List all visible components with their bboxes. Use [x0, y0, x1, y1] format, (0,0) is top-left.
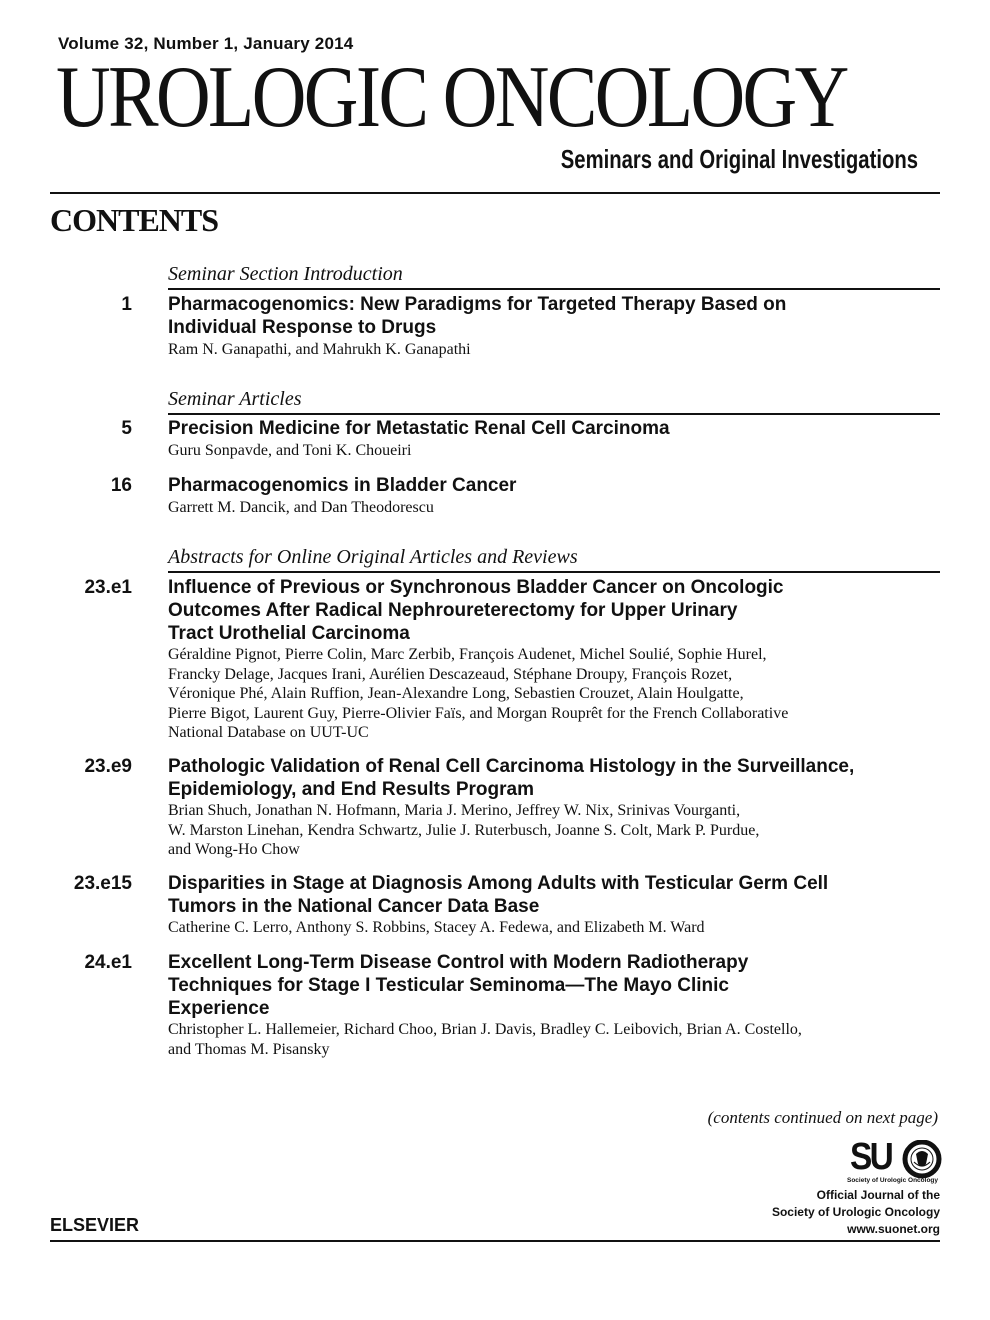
- volume-line: Volume 32, Number 1, January 2014: [58, 34, 354, 53]
- section-header: [168, 388, 940, 415]
- entry-authors: Ram N. Ganapathi, and Mahrukh K. Ganapathi: [168, 341, 471, 358]
- entry-title[interactable]: Excellent Long-Term Disease Control with Modern Radiotherapy Techniques for Stage I Testicular Seminoma—The Mayo Clinic Experience: [168, 952, 749, 1019]
- entry-page-number: 23.e1: [84, 577, 132, 598]
- entry-page-number: 24.e1: [84, 952, 132, 973]
- contents-continued-note: (contents continued on next page): [707, 1108, 938, 1127]
- publisher-logo: ELSEVIER: [50, 1215, 140, 1235]
- entry-title[interactable]: Pharmacogenomics: New Paradigms for Targeted Therapy Based on Individual Response to Drugs: [168, 294, 787, 338]
- entry-authors: Christopher L. Hallemeier, Richard Choo, Brian J. Davis, Bradley C. Leibovich, Brian A. Costello, and Thomas M. Pisansky: [168, 1021, 802, 1058]
- entry-page-number: 1: [121, 294, 132, 315]
- entry-page-number: 23.e15: [73, 873, 132, 894]
- entry-title[interactable]: Precision Medicine for Metastatic Renal Cell Carcinoma: [168, 418, 670, 439]
- entry-title[interactable]: Pathologic Validation of Renal Cell Carcinoma Histology in the Surveillance, Epidemiology, and End Results Program: [168, 756, 855, 800]
- entry-page-number: 23.e9: [84, 756, 132, 777]
- suo-website-link[interactable]: www.suonet.org: [847, 1222, 940, 1236]
- section-title: Abstracts for Online Original Articles and Reviews: [168, 546, 940, 573]
- entry-title[interactable]: Disparities in Stage at Diagnosis Among Adults with Testicular Germ Cell Tumors in the National Cancer Data Base: [168, 873, 829, 917]
- entry-title[interactable]: Influence of Previous or Synchronous Bladder Cancer on Oncologic Outcomes After Radical Nephroureterectomy for Upper Urinary Tract Urothelial Carcinoma: [168, 577, 784, 644]
- top-rule: [50, 192, 940, 194]
- entry-authors: Garrett M. Dancik, and Dan Theodorescu: [168, 499, 434, 516]
- entry-page-number: 5: [121, 418, 132, 439]
- journal-subtitle: Seminars and Original Investigations: [560, 144, 918, 174]
- section-title: Seminar Section Introduction: [168, 263, 940, 290]
- section-title: Seminar Articles: [168, 388, 940, 415]
- suo-logo-letters: SU: [850, 1136, 892, 1178]
- suo-logo-caption: Society of Urologic Oncology: [846, 1177, 938, 1184]
- official-journal-note: Official Journal of the Society of Urologic Oncology www.suonet.org: [771, 1188, 940, 1236]
- bottom-rule: [50, 1240, 940, 1242]
- contents-heading: CONTENTS: [50, 202, 219, 238]
- entry-authors: Catherine C. Lerro, Anthony S. Robbins, Stacey A. Fedewa, and Elizabeth M. Ward: [168, 919, 705, 936]
- entry-authors: Brian Shuch, Jonathan N. Hofmann, Maria J. Merino, Jeffrey W. Nix, Srinivas Vourganti, W. Marston Linehan, Kendra Schwartz, Julie J. Ruterbusch, Joanne S. Colt, Mark P. Purdue, and Wong-Ho Chow: [168, 802, 760, 858]
- section-header: [168, 263, 940, 290]
- entry-title[interactable]: Pharmacogenomics in Bladder Cancer: [168, 475, 517, 496]
- section-header: [168, 546, 940, 573]
- entry-authors: Géraldine Pignot, Pierre Colin, Marc Zerbib, François Audenet, Michel Soulié, Sophie Hurel, Francky Delage, Jacques Irani, Aurélien Descazeaud, Stéphane Droupy, François Rozet, Véronique Phé, Alain Ruffion, Jean-Alexandre Long, Sebastien Crouzet, Alain Houlgatte, Pierre Bigot, Laurent Guy, Pierre-Olivier Faïs, and Morgan Rouprêt for the French Collaborative National Database on UUT-UC: [168, 646, 789, 741]
- entry-page-number: 16: [110, 475, 132, 496]
- journal-title: UROLOGIC ONCOLOGY: [56, 49, 847, 146]
- entry-authors: Guru Sonpavde, and Toni K. Choueiri: [168, 442, 412, 459]
